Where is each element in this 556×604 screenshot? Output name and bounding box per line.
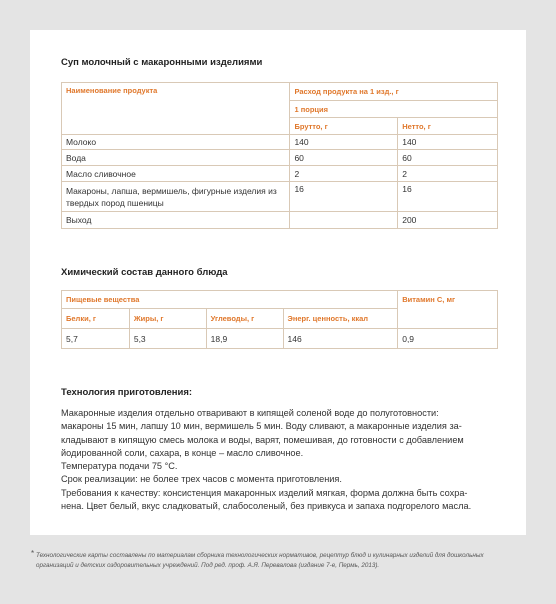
value-protein: 5,7	[62, 329, 130, 349]
value-carbs: 18,9	[206, 329, 283, 349]
table-row	[62, 166, 498, 182]
text-line: нена. Цвет белый, вкус сладковатый, слабосоленый, без привкуса и запаха подгорелого масла.	[61, 501, 472, 512]
table-row	[62, 135, 498, 150]
recipe-title: Суп молочный с макаронными изделиями	[61, 57, 263, 68]
row-name: Молоко	[62, 135, 290, 150]
header-protein: Белки, г	[62, 309, 130, 329]
ingredients-table	[61, 82, 498, 229]
row-name: Масло сливочное	[62, 166, 290, 182]
row-brutto: 2	[290, 166, 398, 182]
row-netto: 200	[398, 212, 498, 229]
row-netto: 140	[398, 135, 498, 150]
header-brutto: Брутто, г	[290, 118, 398, 135]
row-brutto: 140	[290, 135, 398, 150]
header-vitamin: Витамин С, мг	[398, 291, 498, 329]
recipe-card	[30, 30, 526, 535]
footnote-text: Технологические карты составлены по материалам сборника технологических нормативов, рецептур блюд и кулинарных изделий для дошкольных организаций и детских оздоровительных учреждений. Под ред. проф. А.Я. Перевалова (издание 7-е, Пермь, 2013).	[36, 552, 484, 569]
header-netto: Нетто, г	[398, 118, 498, 135]
value-fat: 5,3	[129, 329, 206, 349]
table-row	[62, 182, 498, 212]
technology-title: Технология приготовления:	[61, 387, 193, 398]
header-fat: Жиры, г	[129, 309, 206, 329]
value-vitamin: 0,9	[398, 329, 498, 349]
row-netto: 60	[398, 150, 498, 166]
row-brutto	[290, 212, 398, 229]
header-nutrients: Пищевые вещества	[62, 291, 398, 309]
header-portion: 1 порция	[290, 101, 498, 118]
value-energy: 146	[283, 329, 398, 349]
row-name: Выход	[62, 212, 290, 229]
table-row	[62, 212, 498, 229]
text-line: Температура подачи 75 °С.	[61, 461, 178, 472]
text-line: кладывают в кипящую смесь молока и воды, варят, помешивая, до готовности с добавлением	[61, 434, 464, 445]
chemistry-table	[61, 290, 498, 349]
row-netto: 16	[398, 182, 498, 212]
row-name: Макароны, лапша, вермишель, фигурные изделия из твердых пород пшеницы	[62, 182, 290, 212]
row-name: Вода	[62, 150, 290, 166]
text-line: Срок реализации: не более трех часов с момента приготовления.	[61, 474, 342, 485]
row-brutto: 16	[290, 182, 398, 212]
header-energy: Энерг. ценность, ккал	[283, 309, 398, 329]
header-carbs: Углеводы, г	[206, 309, 283, 329]
text-line: Требования к качеству: консистенция макаронных изделий мягкая, форма должна быть сохра-	[61, 487, 468, 498]
row-brutto: 60	[290, 150, 398, 166]
header-product-name: Наименование продукта	[62, 83, 290, 135]
table-row	[62, 329, 498, 349]
footnote-star: *	[31, 549, 35, 558]
text-line: макароны 15 мин, лапшу 10 мин, вермишель 5 мин. Воду сливают, а макаронные изделия за-	[61, 421, 462, 432]
table-row	[62, 150, 498, 166]
header-usage: Расход продукта на 1 изд., г	[290, 83, 498, 101]
text-line: йодированной соли, сахара, в конце – масло сливочное.	[61, 447, 304, 458]
chemistry-title: Химический состав данного блюда	[61, 267, 228, 278]
technology-text	[61, 407, 498, 513]
text-line: Макаронные изделия отдельно отваривают в кипящей соленой воде до полуготовности:	[61, 408, 439, 418]
row-netto: 2	[398, 166, 498, 182]
